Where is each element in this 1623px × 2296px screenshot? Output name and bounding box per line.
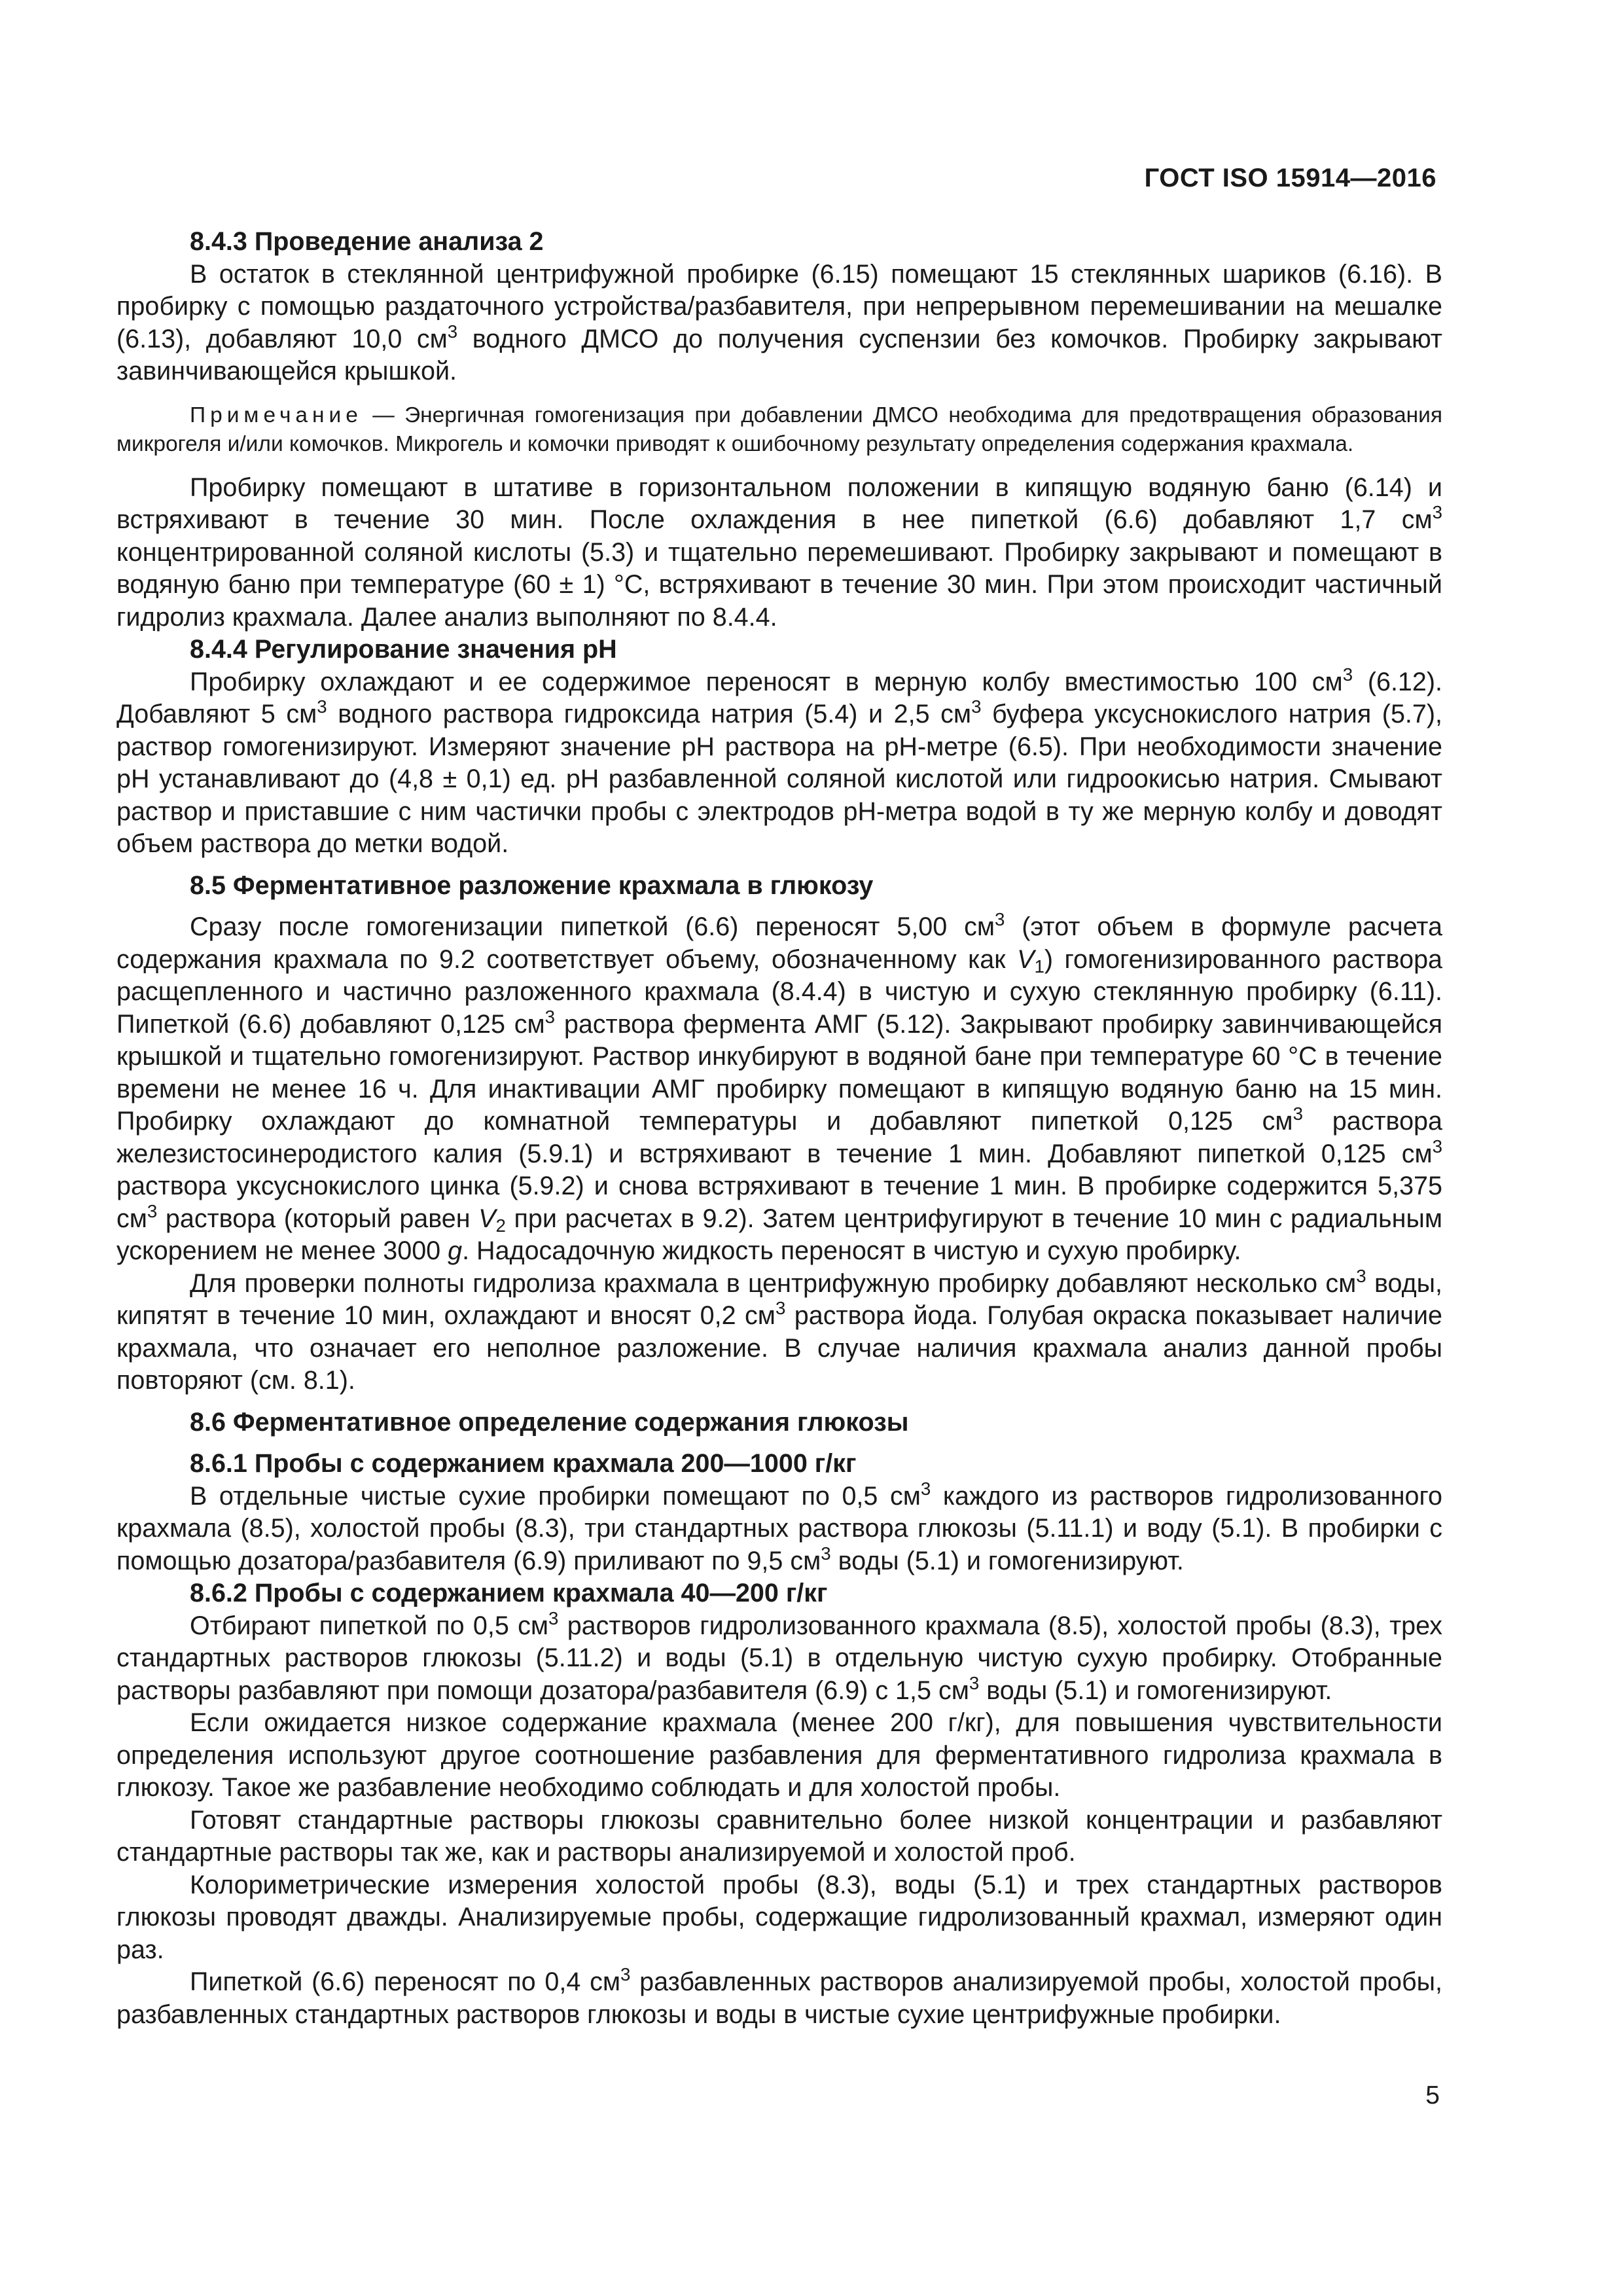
document-body — [116, 226, 1442, 2031]
note-paragraph — [116, 401, 1442, 459]
section-heading-8-6-1: 8.6.1 Пробы с содержанием крахмала 200—1000 г/кг — [190, 1449, 857, 1478]
note-text: — Энергичная гомогенизация при добавлении ДМСО необходима для предотвращения образования микрогеля и/или комочков. Микрогель и комочки приводят к ошибочному результату определения содержания крахмала. — [116, 403, 1442, 456]
section-heading-8-6: 8.6 Ферментативное определение содержания глюкозы — [190, 1407, 909, 1437]
paragraph-8-6-2-4: Колориметрические измерения холостой пробы (8.3), воды (5.1) и трех стандартных растворов глюкозы проводят дважды. Анализируемые пробы, содержащие гидролизованный крахмал, измеряют один раз. — [116, 1870, 1442, 1964]
page-number: 5 — [1425, 2081, 1440, 2109]
document-code-header: ГОСТ ISO 15914—2016 — [1144, 164, 1436, 192]
paragraph-8-5-1: Сразу после гомогенизации пипеткой (6.6) переносят 5,00 $см^3$ (этот объем в формуле расчета содержания крахмала по 9.2 соответствует объему, обозначенному как $V_1$) гомогенизированного раствора расщепленного и частично разложенного крахмала (8.4.4) в чистую и сухую стеклянную пробирку (6.11). Пипеткой (6.6) добавляют 0,125 $см^3$ раствора фермента АМГ (5.12). Закрывают пробирку завинчивающейся крышкой и тщательно гомогенизируют. Раствор инкубируют в водяной бане при температуре 60 °С в течение времени не менее 16 ч. Для инактивации АМГ пробирку помещают в кипящую водяную баню на 15 мин. Пробирку охлаждают до комнатной температуры и добавляют пипеткой 0,125 $см^3$ раствора железистосинеродистого калия (5.9.1) и встряхивают в течение 1 мин. Добавляют пипеткой 0,125 $см^3$ раствора уксуснокислого цинка (5.9.2) и снова встряхивают в течение 1 мин. В пробирке содержится 5,375 $см^3$ раствора (который равен $V_2$ при расчетах в 9.2). Затем центрифугируют в течение 10 мин с радиальным ускорением не менее 3000 g. Надосадочную жидкость переносят в чистую и сухую пробирку. — [116, 908, 1442, 1265]
section-heading-8-4-3: 8.4.3 Проведение анализа 2 — [190, 227, 544, 256]
paragraph-8-6-1-1: В отдельные чистые сухие пробирки помещают по 0,5 $см^3$ каждого из растворов гидролизованного крахмала (8.5), холостой пробы (8.3), три стандартных раствора глюкозы (5.11.1) и воду (5.1). В пробирки с помощью дозатора/разбавителя (6.9) приливают по 9,5 $см^3$ воды (5.1) и гомогенизируют. — [116, 1478, 1442, 1575]
note-label: Примечание — [190, 403, 363, 427]
paragraph-8-6-2-5: Пипеткой (6.6) переносят по 0,4 $см^3$ разбавленных растворов анализируемой пробы, холостой пробы, разбавленных стандартных растворов глюкозы и воды в чистые сухие центрифужные пробирки. — [116, 1964, 1443, 2029]
paragraph-8-6-2-1: Отбирают пипеткой по 0,5 $см^3$ растворов гидролизованного крахмала (8.5), холостой пробы (8.3), трех стандартных растворов глюкозы (5.11.2) и воды (5.1) в отдельную чистую сухую пробирку. Отобранные растворы разбавляют при помощи дозатора/разбавителя (6.9) с 1,5 $см^3$ воды (5.1) и гомогенизируют. — [116, 1607, 1442, 1705]
section-heading-8-5: 8.5 Ферментативное разложение крахмала в глюкозу — [190, 870, 874, 900]
paragraph-8-4-4-1: Пробирку охлаждают и ее содержимое переносят в мерную колбу вместимостью 100 $см^3$ (6.12). Добавляют 5 $см^3$ водного раствора гидроксида натрия (5.4) и 2,5 $см^3$ буфера уксуснокислого натрия (5.7), раствор гомогенизируют. Измеряют значение pH раствора на pH-метре (6.5). При необходимости значение pH устанавливают до (4,8 ± 0,1) ед. pH разбавленной соляной кислотой или гидроокисью натрия. Смывают раствор и приставшие с ним частички пробы с электродов pH-метра водой в ту же мерную колбу и доводят объем раствора до метки водой. — [116, 664, 1442, 858]
paragraph-8-4-3-1: В остаток в стеклянной центрифужной пробирке (6.15) помещают 15 стеклянных шариков (6.16). В пробирку с помощью раздаточного устройства/разбавителя, при непрерывном перемешивании на мешалке (6.13), добавляют 10,0 $см^3$ водного ДМСО до получения суспензии без комочков. Пробирку закрывают завинчивающейся крышкой. — [116, 259, 1442, 386]
section-heading-8-6-2: 8.6.2 Пробы с содержанием крахмала 40—200 г/кг — [190, 1579, 828, 1607]
paragraph-8-6-2-2: Если ожидается низкое содержание крахмала (менее 200 г/кг), для повышения чувствительности определения используют другое соотношение разбавления для ферментативного гидролиза крахмала в глюкозу. Такое же разбавление необходимо соблюдать и для холостой пробы. — [116, 1708, 1442, 1802]
section-heading-8-4-4: 8.4.4 Регулирование значения pH — [190, 635, 617, 664]
paragraph-8-6-2-3: Готовят стандартные растворы глюкозы сравнительно более низкой концентрации и разбавляют стандартные растворы так же, как и растворы анализируемой и холостой проб. — [116, 1805, 1442, 1867]
paragraph-8-5-2: Для проверки полноты гидролиза крахмала в центрифужную пробирку добавляют несколько $см^3$ воды, кипятят в течение 10 мин, охлаждают и вносят 0,2 $см^3$ раствора йода. Голубая окраска показывает наличие крахмала, что означает его неполное разложение. В случае наличия крахмала анализ данной пробы повторяют (см. 8.1). — [116, 1265, 1443, 1395]
paragraph-8-4-3-2: Пробирку помещают в штативе в горизонтальном положении в кипящую водяную баню (6.14) и встряхивают в течение 30 мин. После охлаждения в нее пипеткой (6.6) добавляют 1,7 $см^3$ концентрированной соляной кислоты (5.3) и тщательно перемешивают. Пробирку закрывают и помещают в водяную баню при температуре (60 ± 1) °С, встряхивают в течение 30 мин. При этом происходит частичный гидролиз крахмала. Далее анализ выполняют по 8.4.4. — [116, 473, 1442, 632]
